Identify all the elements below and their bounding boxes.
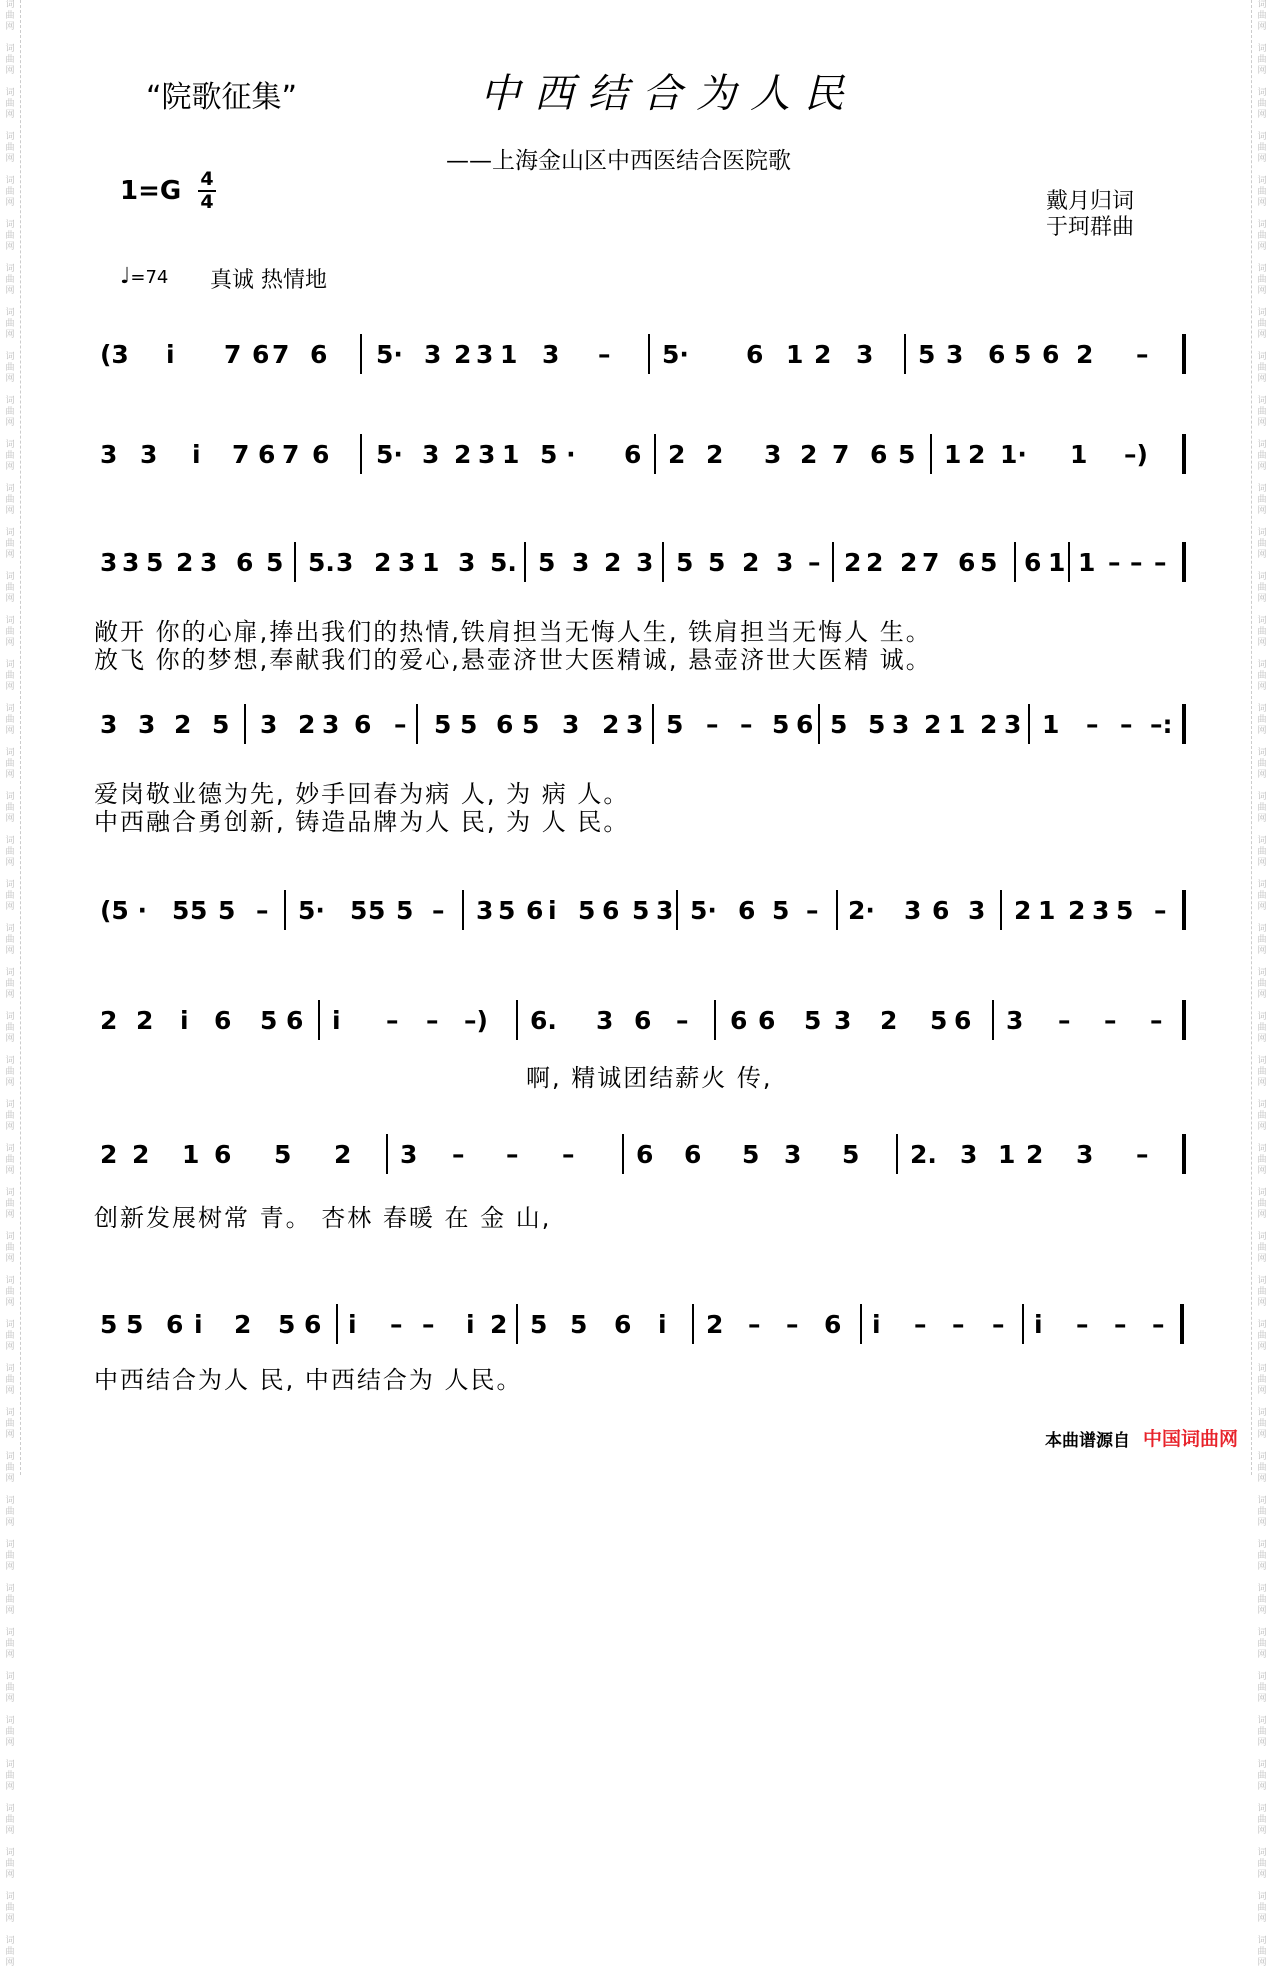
note: (3 xyxy=(100,340,129,369)
barline xyxy=(692,1304,694,1344)
note: 1 xyxy=(182,1140,200,1169)
note: 1 xyxy=(786,340,804,369)
quarter-note-icon: ♩ xyxy=(120,264,131,289)
note: 5 xyxy=(804,1006,822,1035)
note: –: xyxy=(1150,710,1173,739)
note: 3 xyxy=(336,548,354,577)
note: 5 xyxy=(266,548,284,577)
note: – xyxy=(806,896,819,925)
note: 6 xyxy=(252,340,270,369)
note: 2 xyxy=(924,710,942,739)
note: 2 xyxy=(668,440,686,469)
note: 6 xyxy=(286,1006,304,1035)
note: 2 xyxy=(334,1140,352,1169)
note: 6 xyxy=(684,1140,702,1169)
barline xyxy=(662,542,664,582)
note: 5 xyxy=(146,548,164,577)
footer-site-link[interactable]: 中国词曲网 xyxy=(1142,1428,1238,1450)
barline xyxy=(896,1134,898,1174)
barline xyxy=(1028,704,1030,744)
note: 3 xyxy=(946,340,964,369)
barline xyxy=(992,1000,994,1040)
note: 3 xyxy=(122,548,140,577)
barline xyxy=(462,890,464,930)
lyric-line: 中西融合勇创新, 铸造品牌为人 民, 为 人 民。 xyxy=(94,808,630,836)
note: 2 xyxy=(706,1310,724,1339)
barline xyxy=(244,704,246,744)
expression-marking: 真诚 热情地 xyxy=(210,268,327,293)
barline xyxy=(714,1000,716,1040)
note: 3 xyxy=(100,548,118,577)
note: – xyxy=(506,1140,519,1169)
note: (5 · xyxy=(100,896,148,925)
note: 6 xyxy=(214,1006,232,1035)
song-title: 中西结合为人民 xyxy=(480,71,858,117)
barline xyxy=(524,542,526,582)
note: 5 xyxy=(278,1310,296,1339)
note: i xyxy=(180,1006,189,1035)
note: 6 xyxy=(526,896,544,925)
note: – xyxy=(432,896,445,925)
note: i xyxy=(548,896,557,925)
note: 3 xyxy=(100,440,118,469)
note: 3 xyxy=(968,896,986,925)
note: 5 xyxy=(218,896,236,925)
footer-source-label: 本曲谱源自 xyxy=(1045,1431,1130,1451)
note: 6 xyxy=(954,1006,972,1035)
score-line-2 xyxy=(96,422,1192,482)
note: – xyxy=(1120,710,1133,739)
note: – xyxy=(562,1140,575,1169)
note: 7 xyxy=(832,440,850,469)
note: 3 xyxy=(892,710,910,739)
note: 5 xyxy=(100,1310,118,1339)
note: 1 xyxy=(422,548,440,577)
note: 2 xyxy=(100,1140,118,1169)
note: 3 xyxy=(1076,1140,1094,1169)
barline xyxy=(1182,890,1186,930)
note: 6 xyxy=(304,1310,322,1339)
time-signature xyxy=(198,170,216,212)
score-line-5 xyxy=(96,878,1192,938)
score-line-6 xyxy=(96,988,1192,1048)
note: – xyxy=(386,1006,399,1035)
note: –) xyxy=(464,1006,488,1035)
note: 3 xyxy=(626,710,644,739)
note: 7 xyxy=(282,440,300,469)
note: 3 xyxy=(422,440,440,469)
note: – xyxy=(1086,710,1099,739)
note: 5 xyxy=(396,896,414,925)
note: i xyxy=(166,340,175,369)
note: – xyxy=(748,1310,761,1339)
note: 3 xyxy=(476,896,494,925)
note: 5 xyxy=(172,896,190,925)
note: 6 xyxy=(496,710,514,739)
note: i xyxy=(332,1006,341,1035)
note: 5 xyxy=(868,710,886,739)
barline xyxy=(648,334,650,374)
note: 5. xyxy=(490,548,517,577)
note: 2 xyxy=(814,340,832,369)
note: 5 xyxy=(772,710,790,739)
note: 2 xyxy=(136,1006,154,1035)
note: 2 xyxy=(880,1006,898,1035)
note: – xyxy=(1104,1006,1117,1035)
note: 3 xyxy=(562,710,580,739)
note: 6 xyxy=(730,1006,748,1035)
note: 2 xyxy=(800,440,818,469)
left-watermark-strip: 词 曲 网 词 曲 网 词 曲 网 词 曲 网 词 曲 网 词 曲 网 词 曲 网 词 曲 网 词 曲 网 词 曲 网 词 曲 网 词 曲 网 词 曲 网 词 曲 网 词 曲 网 词 曲 网 词 曲 网 词 曲 网 词 曲 网 词 曲 网 词 曲 网 词 曲 网 词 曲 网 词 曲 网 词 曲 网 词 曲 网 词 曲 网 词 曲 网 词 曲 网 词 曲 网 词 曲 网 词 曲 网 词 曲 网 词 曲 网 词 曲 网 词 曲 网 词 曲 网 词 曲 网 词 曲 网 词 曲 网 词 曲 网 词 曲 网 词 曲 网 词 曲 网 词 曲 网 xyxy=(0,0,21,1475)
note: i xyxy=(348,1310,357,1339)
right-watermark-strip: 词 曲 网 词 曲 网 词 曲 网 词 曲 网 词 曲 网 词 曲 网 词 曲 网 词 曲 网 词 曲 网 词 曲 网 词 曲 网 词 曲 网 词 曲 网 词 曲 网 词 曲 网 词 曲 网 词 曲 网 词 曲 网 词 曲 网 词 曲 网 词 曲 网 词 曲 网 词 曲 网 词 曲 网 词 曲 网 词 曲 网 词 曲 网 词 曲 网 词 曲 网 词 曲 网 词 曲 网 词 曲 网 词 曲 网 词 曲 网 词 曲 网 词 曲 网 词 曲 网 词 曲 网 词 曲 网 词 曲 网 词 曲 网 词 曲 网 词 曲 网 词 曲 网 词 曲 网 xyxy=(1251,0,1272,1475)
tempo-value: =74 xyxy=(130,267,169,288)
note: 3 xyxy=(856,340,874,369)
note: 5. xyxy=(308,548,335,577)
note: – xyxy=(914,1310,927,1339)
score-line-1 xyxy=(96,322,1192,382)
note: – xyxy=(992,1310,1005,1339)
note: 2 xyxy=(490,1310,508,1339)
note: – xyxy=(706,710,719,739)
tempo-marking xyxy=(120,264,168,289)
note: 5 xyxy=(570,1310,588,1339)
note: 6 xyxy=(758,1006,776,1035)
note: 6 xyxy=(746,340,764,369)
note: 7 xyxy=(224,340,242,369)
note: i xyxy=(658,1310,667,1339)
barline xyxy=(1182,704,1186,744)
note: – xyxy=(1154,896,1167,925)
lyric-line: 敞开 你的心扉,捧出我们的热情,铁肩担当无悔人生, 铁肩担当无悔人 生。 xyxy=(94,618,932,646)
barline xyxy=(318,1000,320,1040)
note: 6 xyxy=(624,440,642,469)
note: – xyxy=(390,1310,403,1339)
barline xyxy=(1068,542,1070,582)
note: 1 xyxy=(1042,710,1060,739)
note: 5 xyxy=(742,1140,760,1169)
note: 3 xyxy=(776,548,794,577)
note: 2 xyxy=(900,548,918,577)
note: – xyxy=(1130,548,1143,577)
note: 2 xyxy=(1026,1140,1044,1169)
note: 5 xyxy=(260,1006,278,1035)
note: 5 xyxy=(676,548,694,577)
note: 1 xyxy=(1048,548,1066,577)
lyric-line: 啊, 精诚团结薪火 传, xyxy=(526,1064,773,1092)
note: 3 xyxy=(476,340,494,369)
note: 6. xyxy=(530,1006,557,1035)
note: 3 xyxy=(200,548,218,577)
note: 3 xyxy=(398,548,416,577)
key-signature: 1=G xyxy=(120,176,182,206)
barline xyxy=(284,890,286,930)
note: 2 xyxy=(298,710,316,739)
note: 5 xyxy=(350,896,368,925)
note: – xyxy=(808,548,821,577)
note: 5 xyxy=(632,896,650,925)
note: 6 xyxy=(870,440,888,469)
note: –) xyxy=(1124,440,1148,469)
note: 1 xyxy=(948,710,966,739)
note: 5 xyxy=(498,896,516,925)
note: 3 xyxy=(260,710,278,739)
note: 2 xyxy=(1014,896,1032,925)
note: 3 xyxy=(1004,710,1022,739)
note: 3 xyxy=(458,548,476,577)
barline xyxy=(904,334,906,374)
note: 5 xyxy=(772,896,790,925)
song-subtitle: ——上海金山区中西医结合医院歌 xyxy=(446,148,791,174)
note: 2 xyxy=(454,440,472,469)
note: 5 xyxy=(434,710,452,739)
barline xyxy=(1000,890,1002,930)
barline xyxy=(818,704,820,744)
note: 6 xyxy=(214,1140,232,1169)
note: 2 xyxy=(132,1140,150,1169)
note: 5· xyxy=(298,896,325,925)
note: 2 xyxy=(174,710,192,739)
note: 3 xyxy=(656,896,674,925)
note: 3 xyxy=(400,1140,418,1169)
note: 5 xyxy=(530,1310,548,1339)
note: 6 xyxy=(166,1310,184,1339)
note: 3 xyxy=(834,1006,852,1035)
note: 2 xyxy=(602,710,620,739)
barline xyxy=(360,334,362,374)
note: i xyxy=(1034,1310,1043,1339)
note: 2 xyxy=(1068,896,1086,925)
barline xyxy=(336,1304,338,1344)
score-line-7 xyxy=(96,1122,1192,1182)
note: 6 xyxy=(988,340,1006,369)
note: 5 xyxy=(830,710,848,739)
barline xyxy=(654,434,656,474)
note: i xyxy=(872,1310,881,1339)
note: 1 xyxy=(1078,548,1096,577)
time-bottom: 4 xyxy=(200,191,214,213)
note: 5 xyxy=(930,1006,948,1035)
lyric-line: 创新发展树常 青。 杏林 春暖 在 金 山, xyxy=(94,1204,552,1232)
note: – xyxy=(1058,1006,1071,1035)
note: 6 xyxy=(1024,548,1042,577)
barline xyxy=(832,542,834,582)
barline xyxy=(1014,542,1016,582)
note: 3 xyxy=(1006,1006,1024,1035)
barline xyxy=(516,1000,518,1040)
barline xyxy=(360,434,362,474)
note: – xyxy=(740,710,753,739)
barline xyxy=(1182,334,1186,374)
lyric-line: 中西结合为人 民, 中西结合为 人民。 xyxy=(94,1366,523,1394)
barline xyxy=(836,890,838,930)
note: – xyxy=(786,1310,799,1339)
lyric-line: 爱岗敬业德为先, 妙手回春为病 人, 为 病 人。 xyxy=(94,780,630,808)
note: 2 xyxy=(100,1006,118,1035)
note: 3 xyxy=(322,710,340,739)
note: 1 xyxy=(502,440,520,469)
barline xyxy=(1182,1000,1186,1040)
note: i xyxy=(192,440,201,469)
barline xyxy=(294,542,296,582)
barline xyxy=(1182,542,1186,582)
note: – xyxy=(452,1140,465,1169)
barline xyxy=(1180,1304,1184,1344)
note: 5 xyxy=(1014,340,1032,369)
note: 5 xyxy=(368,896,386,925)
note: 6 xyxy=(824,1310,842,1339)
note: 2 xyxy=(454,340,472,369)
note: 3 xyxy=(542,340,560,369)
note: 2. xyxy=(910,1140,937,1169)
note: 1 xyxy=(500,340,518,369)
note: 3 xyxy=(764,440,782,469)
note: 5 xyxy=(190,896,208,925)
note: 2 xyxy=(866,548,884,577)
note: 6 xyxy=(258,440,276,469)
note: 5 xyxy=(666,710,684,739)
note: 5 xyxy=(522,710,540,739)
note: 5 xyxy=(460,710,478,739)
note: 3 xyxy=(1092,896,1110,925)
note: 6 xyxy=(354,710,372,739)
note: 5 xyxy=(708,548,726,577)
note: 6 xyxy=(932,896,950,925)
note: 3 xyxy=(138,710,156,739)
score-line-3 xyxy=(96,530,1192,590)
barline xyxy=(386,1134,388,1174)
note: 2 xyxy=(706,440,724,469)
score-line-4 xyxy=(96,692,1192,752)
note: – xyxy=(1108,548,1121,577)
note: – xyxy=(952,1310,965,1339)
note: 2 xyxy=(604,548,622,577)
note: 6 xyxy=(738,896,756,925)
note: 3 xyxy=(140,440,158,469)
note: – xyxy=(1136,340,1149,369)
campaign-label: “院歌征集” xyxy=(146,80,298,115)
note: – xyxy=(1136,1140,1149,1169)
note: 2 xyxy=(844,548,862,577)
note: – xyxy=(422,1310,435,1339)
note: 5· xyxy=(376,440,403,469)
note: 2· xyxy=(848,896,875,925)
note: – xyxy=(676,1006,689,1035)
note: – xyxy=(1152,1310,1165,1339)
lyric-line: 放飞 你的梦想,奉献我们的爱心,悬壶济世大医精诚, 悬壶济世大医精 诚。 xyxy=(94,646,932,674)
note: 1 xyxy=(998,1140,1016,1169)
note: 1· xyxy=(1000,440,1027,469)
note: 6 xyxy=(634,1006,652,1035)
note: 1 xyxy=(1038,896,1056,925)
note: 7 xyxy=(272,340,290,369)
lyricist: 戴月归词 xyxy=(1046,189,1135,214)
barline xyxy=(416,704,418,744)
note: 6 xyxy=(636,1140,654,1169)
note: i xyxy=(466,1310,475,1339)
time-top: 4 xyxy=(200,168,214,190)
barline xyxy=(676,890,678,930)
note: 5· xyxy=(662,340,689,369)
note: 3 xyxy=(478,440,496,469)
note: – xyxy=(1154,548,1167,577)
note: – xyxy=(1076,1310,1089,1339)
note: 5 xyxy=(538,548,556,577)
note: 6 xyxy=(614,1310,632,1339)
barline xyxy=(1182,434,1186,474)
note: 2 xyxy=(234,1310,252,1339)
note: 5 xyxy=(212,710,230,739)
note: 5 xyxy=(126,1310,144,1339)
note: 6 xyxy=(958,548,976,577)
note: 3 xyxy=(424,340,442,369)
score-line-8 xyxy=(96,1292,1192,1352)
note: – xyxy=(394,710,407,739)
note: 5· xyxy=(690,896,717,925)
note: 5 xyxy=(898,440,916,469)
note: 2 xyxy=(742,548,760,577)
note: 5 xyxy=(980,548,998,577)
note: 2 xyxy=(1076,340,1094,369)
note: 2 xyxy=(980,710,998,739)
barline xyxy=(622,1134,624,1174)
note: 5 xyxy=(842,1140,860,1169)
note: 3 xyxy=(100,710,118,739)
barline xyxy=(1182,1134,1186,1174)
note: – xyxy=(1114,1310,1127,1339)
note: 3 xyxy=(636,548,654,577)
note: – xyxy=(426,1006,439,1035)
note: 5 xyxy=(274,1140,292,1169)
barline xyxy=(516,1304,518,1344)
note: 1 xyxy=(1070,440,1088,469)
note: 5 xyxy=(918,340,936,369)
barline xyxy=(930,434,932,474)
note: 3 xyxy=(904,896,922,925)
note: 3 xyxy=(572,548,590,577)
note: 2 xyxy=(374,548,392,577)
note: 3 xyxy=(596,1006,614,1035)
note: – xyxy=(598,340,611,369)
note: 1 xyxy=(944,440,962,469)
barline xyxy=(652,704,654,744)
note: 6 xyxy=(796,710,814,739)
note: 5· xyxy=(376,340,403,369)
note: – xyxy=(256,896,269,925)
note: 6 xyxy=(312,440,330,469)
composer: 于珂群曲 xyxy=(1046,215,1135,240)
note: 5 xyxy=(578,896,596,925)
note: 5 · xyxy=(540,440,576,469)
note: 6 xyxy=(1042,340,1060,369)
note: 6 xyxy=(310,340,328,369)
note: 3 xyxy=(784,1140,802,1169)
note: 6 xyxy=(602,896,620,925)
note: i xyxy=(194,1310,203,1339)
note: 3 xyxy=(960,1140,978,1169)
note: – xyxy=(1150,1006,1163,1035)
note: 5 xyxy=(1116,896,1134,925)
note: 6 xyxy=(236,548,254,577)
barline xyxy=(860,1304,862,1344)
barline xyxy=(1022,1304,1024,1344)
note: 7 xyxy=(232,440,250,469)
note: 2 xyxy=(968,440,986,469)
note: 2 xyxy=(176,548,194,577)
note: 7 xyxy=(922,548,940,577)
